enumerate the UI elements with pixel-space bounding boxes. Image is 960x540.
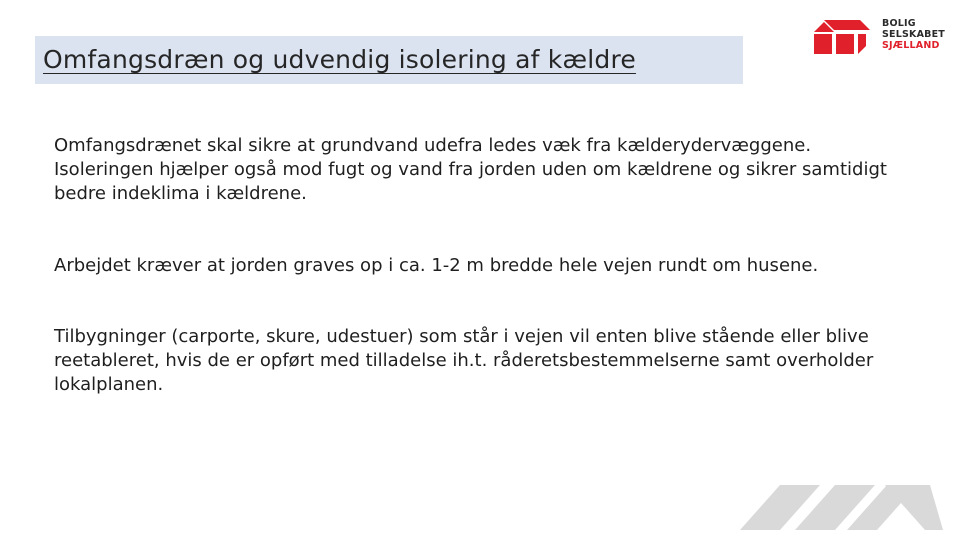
paragraph-extensions: Tilbygninger (carporte, skure, udestuer) som står i vejen vil enten blive stående eller blive reetableret, hvis de er opført med tilladelse ih.t. råderetsbestemmelserne samt overholder lokalplanen. bbox=[54, 326, 874, 395]
paragraph-drainage: Omfangsdrænet skal sikre at grundvand udefra ledes væk fra kælderydervæggene. Isoleringen hjælper også mod fugt og vand fra jorden uden om kældrene og sikrer samtidigt bedre indeklima i kældrene. bbox=[54, 135, 887, 204]
logo-line-3: SJÆLLAND bbox=[882, 40, 940, 51]
paragraph-excavation: Arbejdet kræver at jorden graves op i ca. 1-2 m bredde hele vejen rundt om husene. bbox=[54, 255, 819, 276]
title-bar bbox=[35, 36, 743, 84]
logo-line-1: BOLIG bbox=[882, 18, 916, 29]
house-logo-icon bbox=[810, 16, 872, 56]
logo-line-2: SELSKABET bbox=[882, 29, 945, 40]
grey-stripes-decoration bbox=[735, 485, 960, 530]
logo-wordmark bbox=[882, 18, 945, 51]
slide-title: Omfangsdræn og udvendig isolering af kældre bbox=[43, 45, 636, 74]
company-logo bbox=[810, 14, 950, 58]
